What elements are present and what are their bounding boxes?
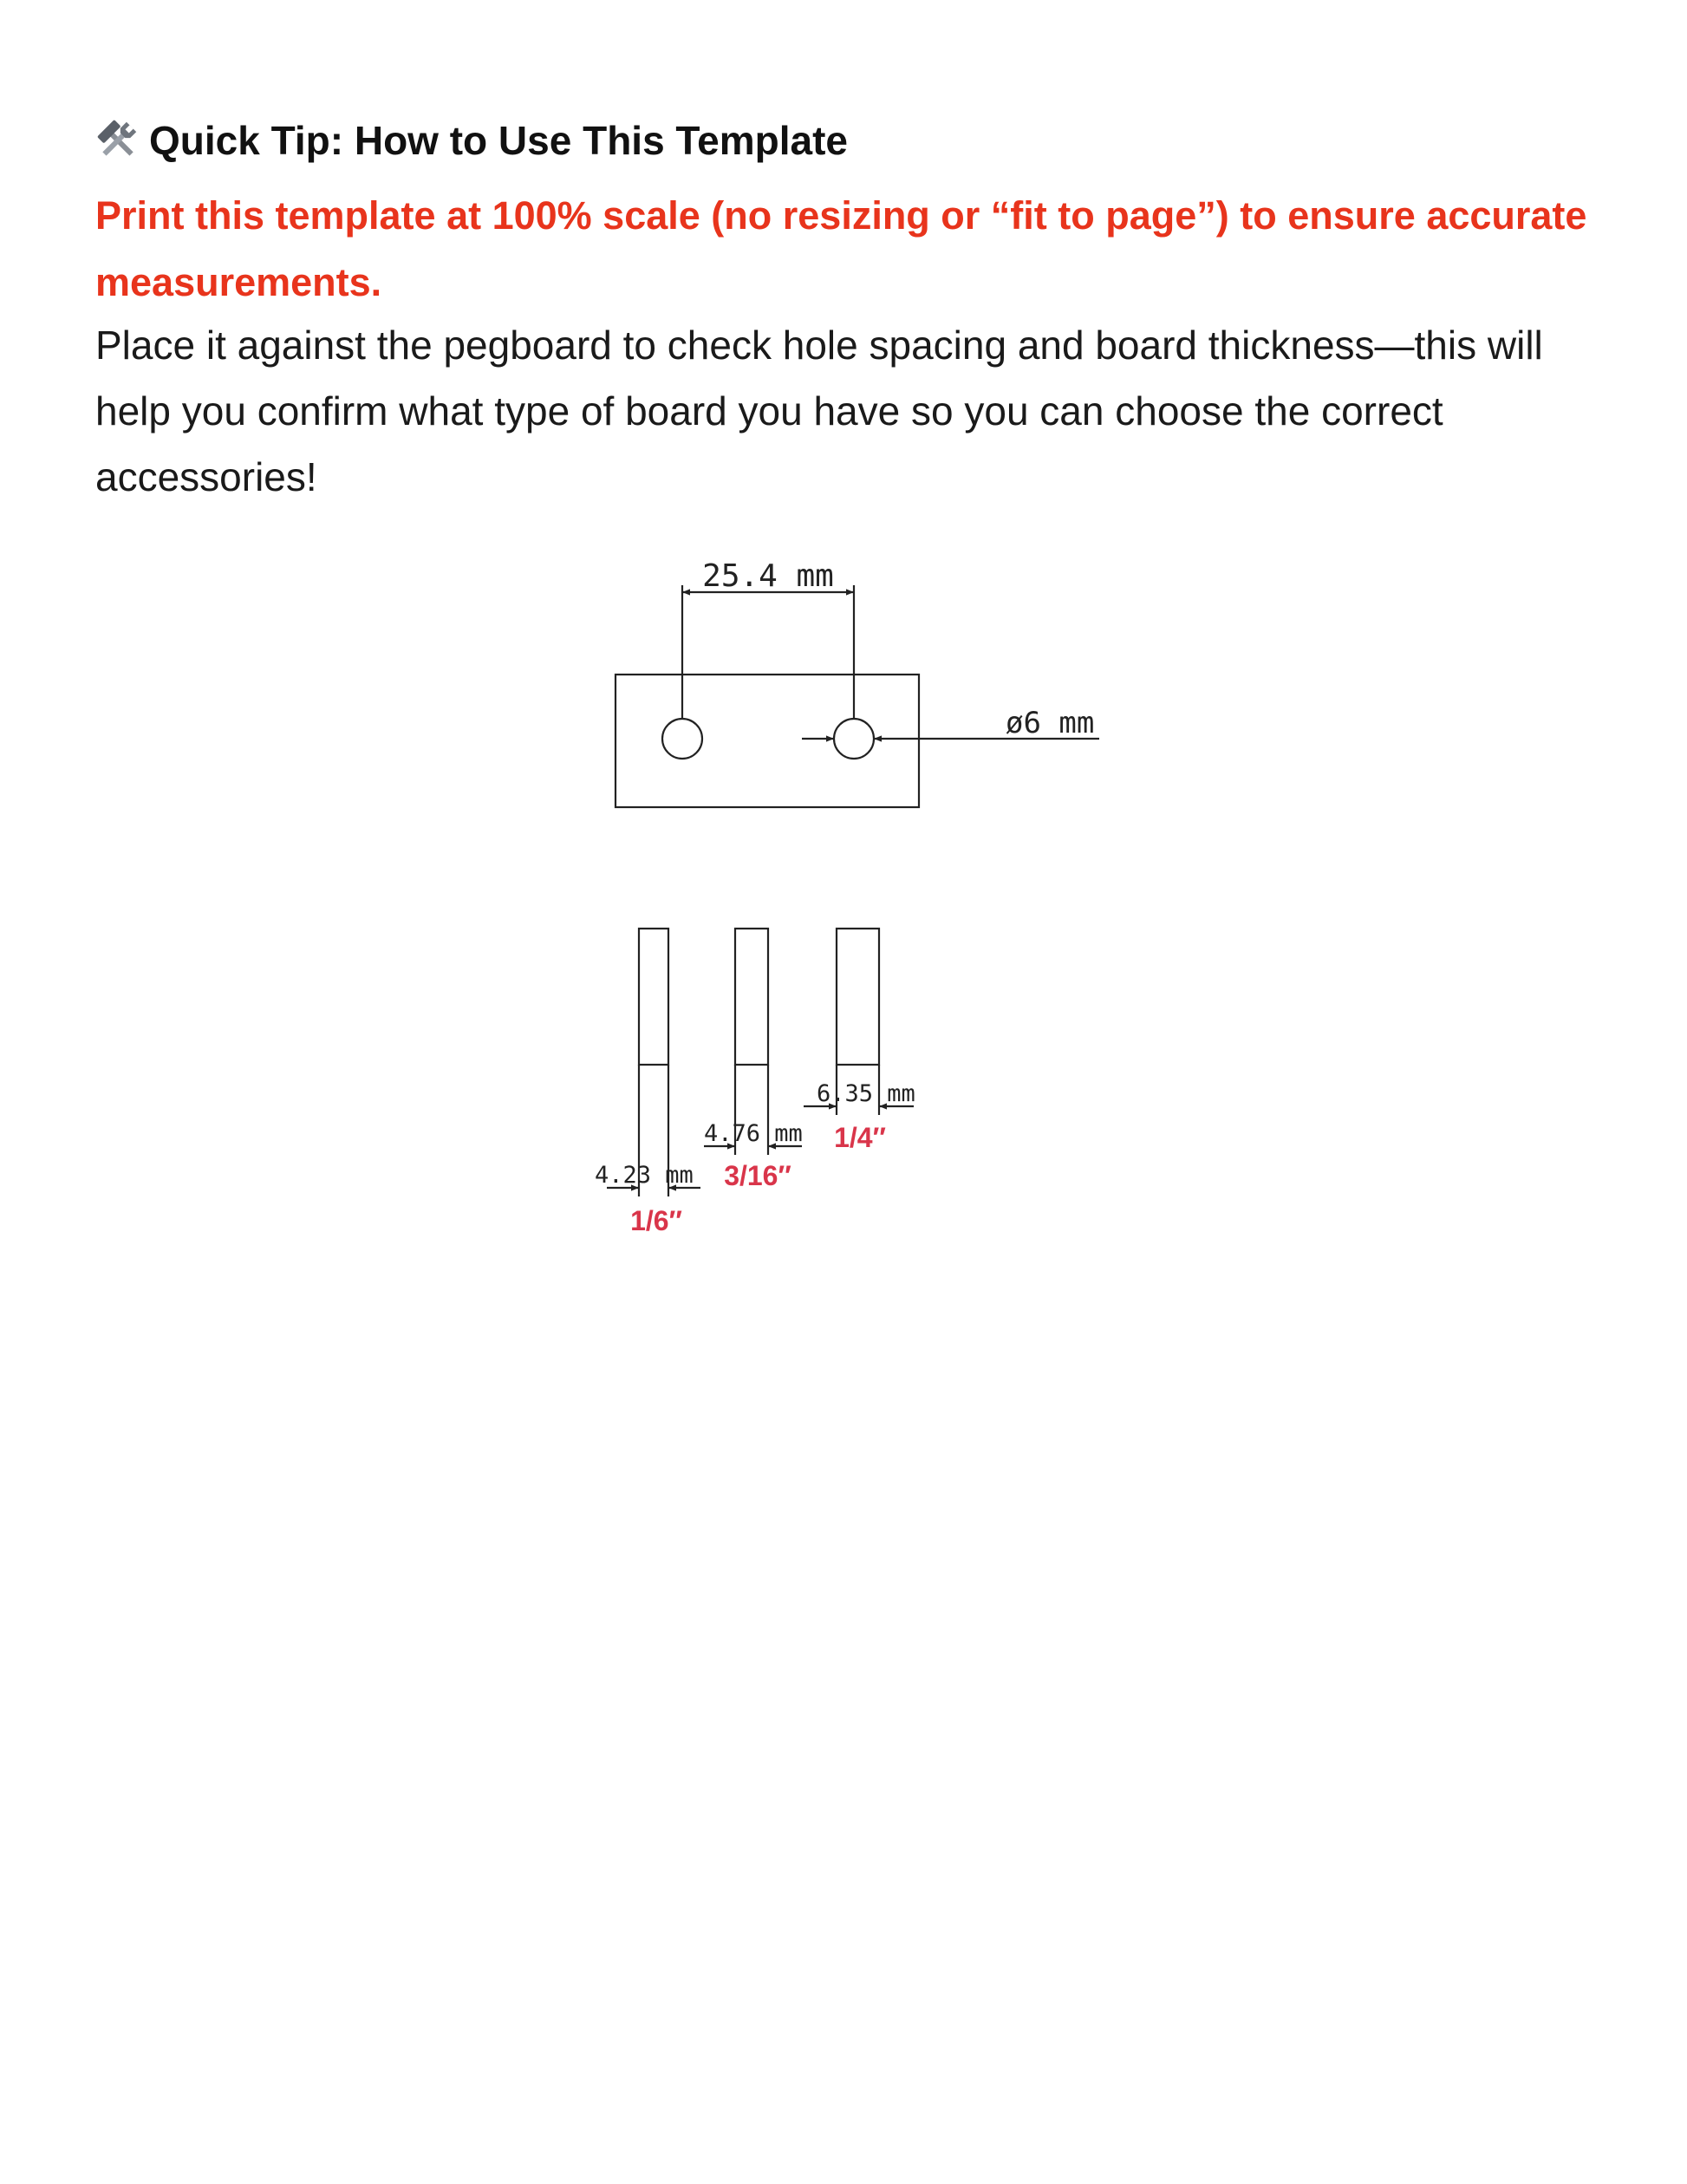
- print-scale-warning: Print this template at 100% scale (no resizing or “fit to page”) to ensure accurate measurements.: [95, 193, 1587, 304]
- gauge-3-mm-label: 6.35 mm: [817, 1080, 915, 1107]
- thickness-gauge-1: [639, 929, 668, 1065]
- pegboard-hole-template: [616, 585, 1099, 807]
- usage-instructions: Place it against the pegboard to check hole spacing and board thickness—this will help you confirm what type of board you have so you can choose the correct accessories!: [95, 323, 1543, 499]
- gauge-2-inch-label: 3/16″: [724, 1160, 791, 1191]
- hole-diameter-label: ø6 mm: [1006, 706, 1095, 740]
- hole-spacing-label: 25.4 mm: [702, 558, 834, 594]
- gauge-3-inch-label: 1/4″: [834, 1122, 886, 1153]
- gauge-2-mm-label: 4.76 mm: [704, 1120, 803, 1147]
- right-hole: [834, 719, 874, 759]
- thickness-gauges: [607, 929, 914, 1196]
- left-hole: [662, 719, 702, 759]
- thickness-gauge-3: [837, 929, 879, 1065]
- gauge-1-inch-label: 1/6″: [630, 1205, 682, 1236]
- thickness-gauge-2: [735, 929, 768, 1065]
- title-text: Quick Tip: How to Use This Template: [149, 118, 848, 163]
- gauge-1-mm-label: 4.23 mm: [595, 1162, 694, 1189]
